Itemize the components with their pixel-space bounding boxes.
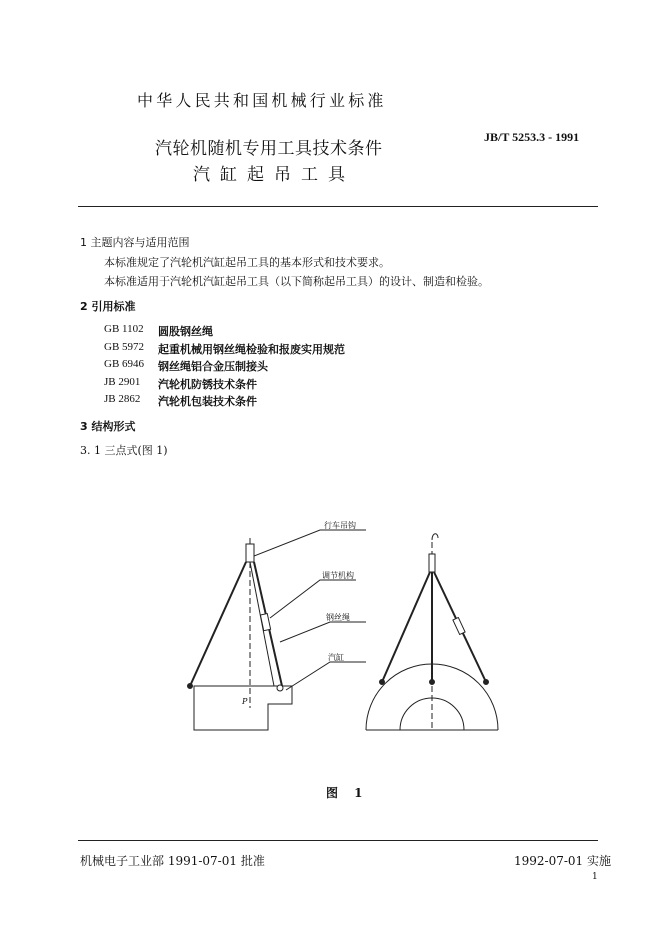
lifting-tool-diagram xyxy=(170,518,510,738)
rope-end xyxy=(188,684,193,689)
rope-end xyxy=(380,680,385,685)
rope-right-left xyxy=(382,572,430,682)
section-1-paragraph-1: 本标准规定了汽轮机汽缸起吊工具的基本形式和技术要求。 xyxy=(104,256,390,269)
header-rule xyxy=(78,206,598,207)
hook-block-right xyxy=(429,554,435,572)
footer-rule xyxy=(78,840,598,841)
reference-title: 汽轮机防锈技术条件 xyxy=(158,378,257,391)
section-1-paragraph-2: 本标准适用于汽轮机汽缸起吊工具（以下简称起吊工具）的设计、制造和检验。 xyxy=(104,275,489,288)
section-1-heading: 1 主题内容与适用范围 xyxy=(80,236,190,249)
rope-end xyxy=(277,685,283,691)
reference-title: 圆股钢丝绳 xyxy=(158,325,213,338)
reference-code: JB 2862 xyxy=(104,393,141,405)
document-subtitle: 汽缸起吊工具 xyxy=(193,165,355,185)
reference-code: GB 1102 xyxy=(104,323,144,335)
label-p: P xyxy=(242,697,248,706)
hook-right xyxy=(432,534,438,540)
label-rope: 钢丝绳 xyxy=(326,613,350,622)
section-3-heading: 3 结构形式 xyxy=(80,420,136,433)
adjuster-right xyxy=(453,617,465,634)
label-adjuster: 调节机构 xyxy=(322,571,354,580)
adjuster-box xyxy=(260,614,270,631)
reference-code: JB 2901 xyxy=(104,376,141,388)
section-2-heading: 2 引用标准 xyxy=(80,300,136,313)
reference-title: 起重机械用钢丝绳检验和报废实用规范 xyxy=(158,343,345,356)
figure-caption: 图 1 xyxy=(326,786,369,800)
reference-title: 汽轮机包装技术条件 xyxy=(158,395,257,408)
label-cylinder: 汽缸 xyxy=(328,653,344,662)
approval-line: 机械电子工业部 1991-07-01 批准 xyxy=(80,854,265,868)
rope-end xyxy=(430,680,435,685)
document-title: 汽轮机随机专用工具技术条件 xyxy=(155,139,383,159)
label-hook: 行车吊钩 xyxy=(324,521,356,530)
implementation-date: 1992-07-01 实施 xyxy=(514,854,612,868)
leader-rope xyxy=(280,622,366,642)
rope-left xyxy=(190,562,246,686)
leader-hook xyxy=(254,530,366,556)
section-3-1-heading: 3. 1 三点式(图 1) xyxy=(80,444,168,457)
hook-block xyxy=(246,544,254,562)
reference-code: GB 6946 xyxy=(104,358,145,370)
reference-title: 钢丝绳铝合金压制接头 xyxy=(158,360,268,373)
cylinder-outline xyxy=(194,686,292,730)
rope-end xyxy=(484,680,489,685)
page-number: 1 xyxy=(592,872,598,882)
standard-number: JB/T 5253.3 - 1991 xyxy=(484,130,580,144)
issuing-authority: 中华人民共和国机械行业标准 xyxy=(137,91,387,110)
reference-code: GB 5972 xyxy=(104,341,145,353)
leader-cylinder xyxy=(286,662,366,690)
